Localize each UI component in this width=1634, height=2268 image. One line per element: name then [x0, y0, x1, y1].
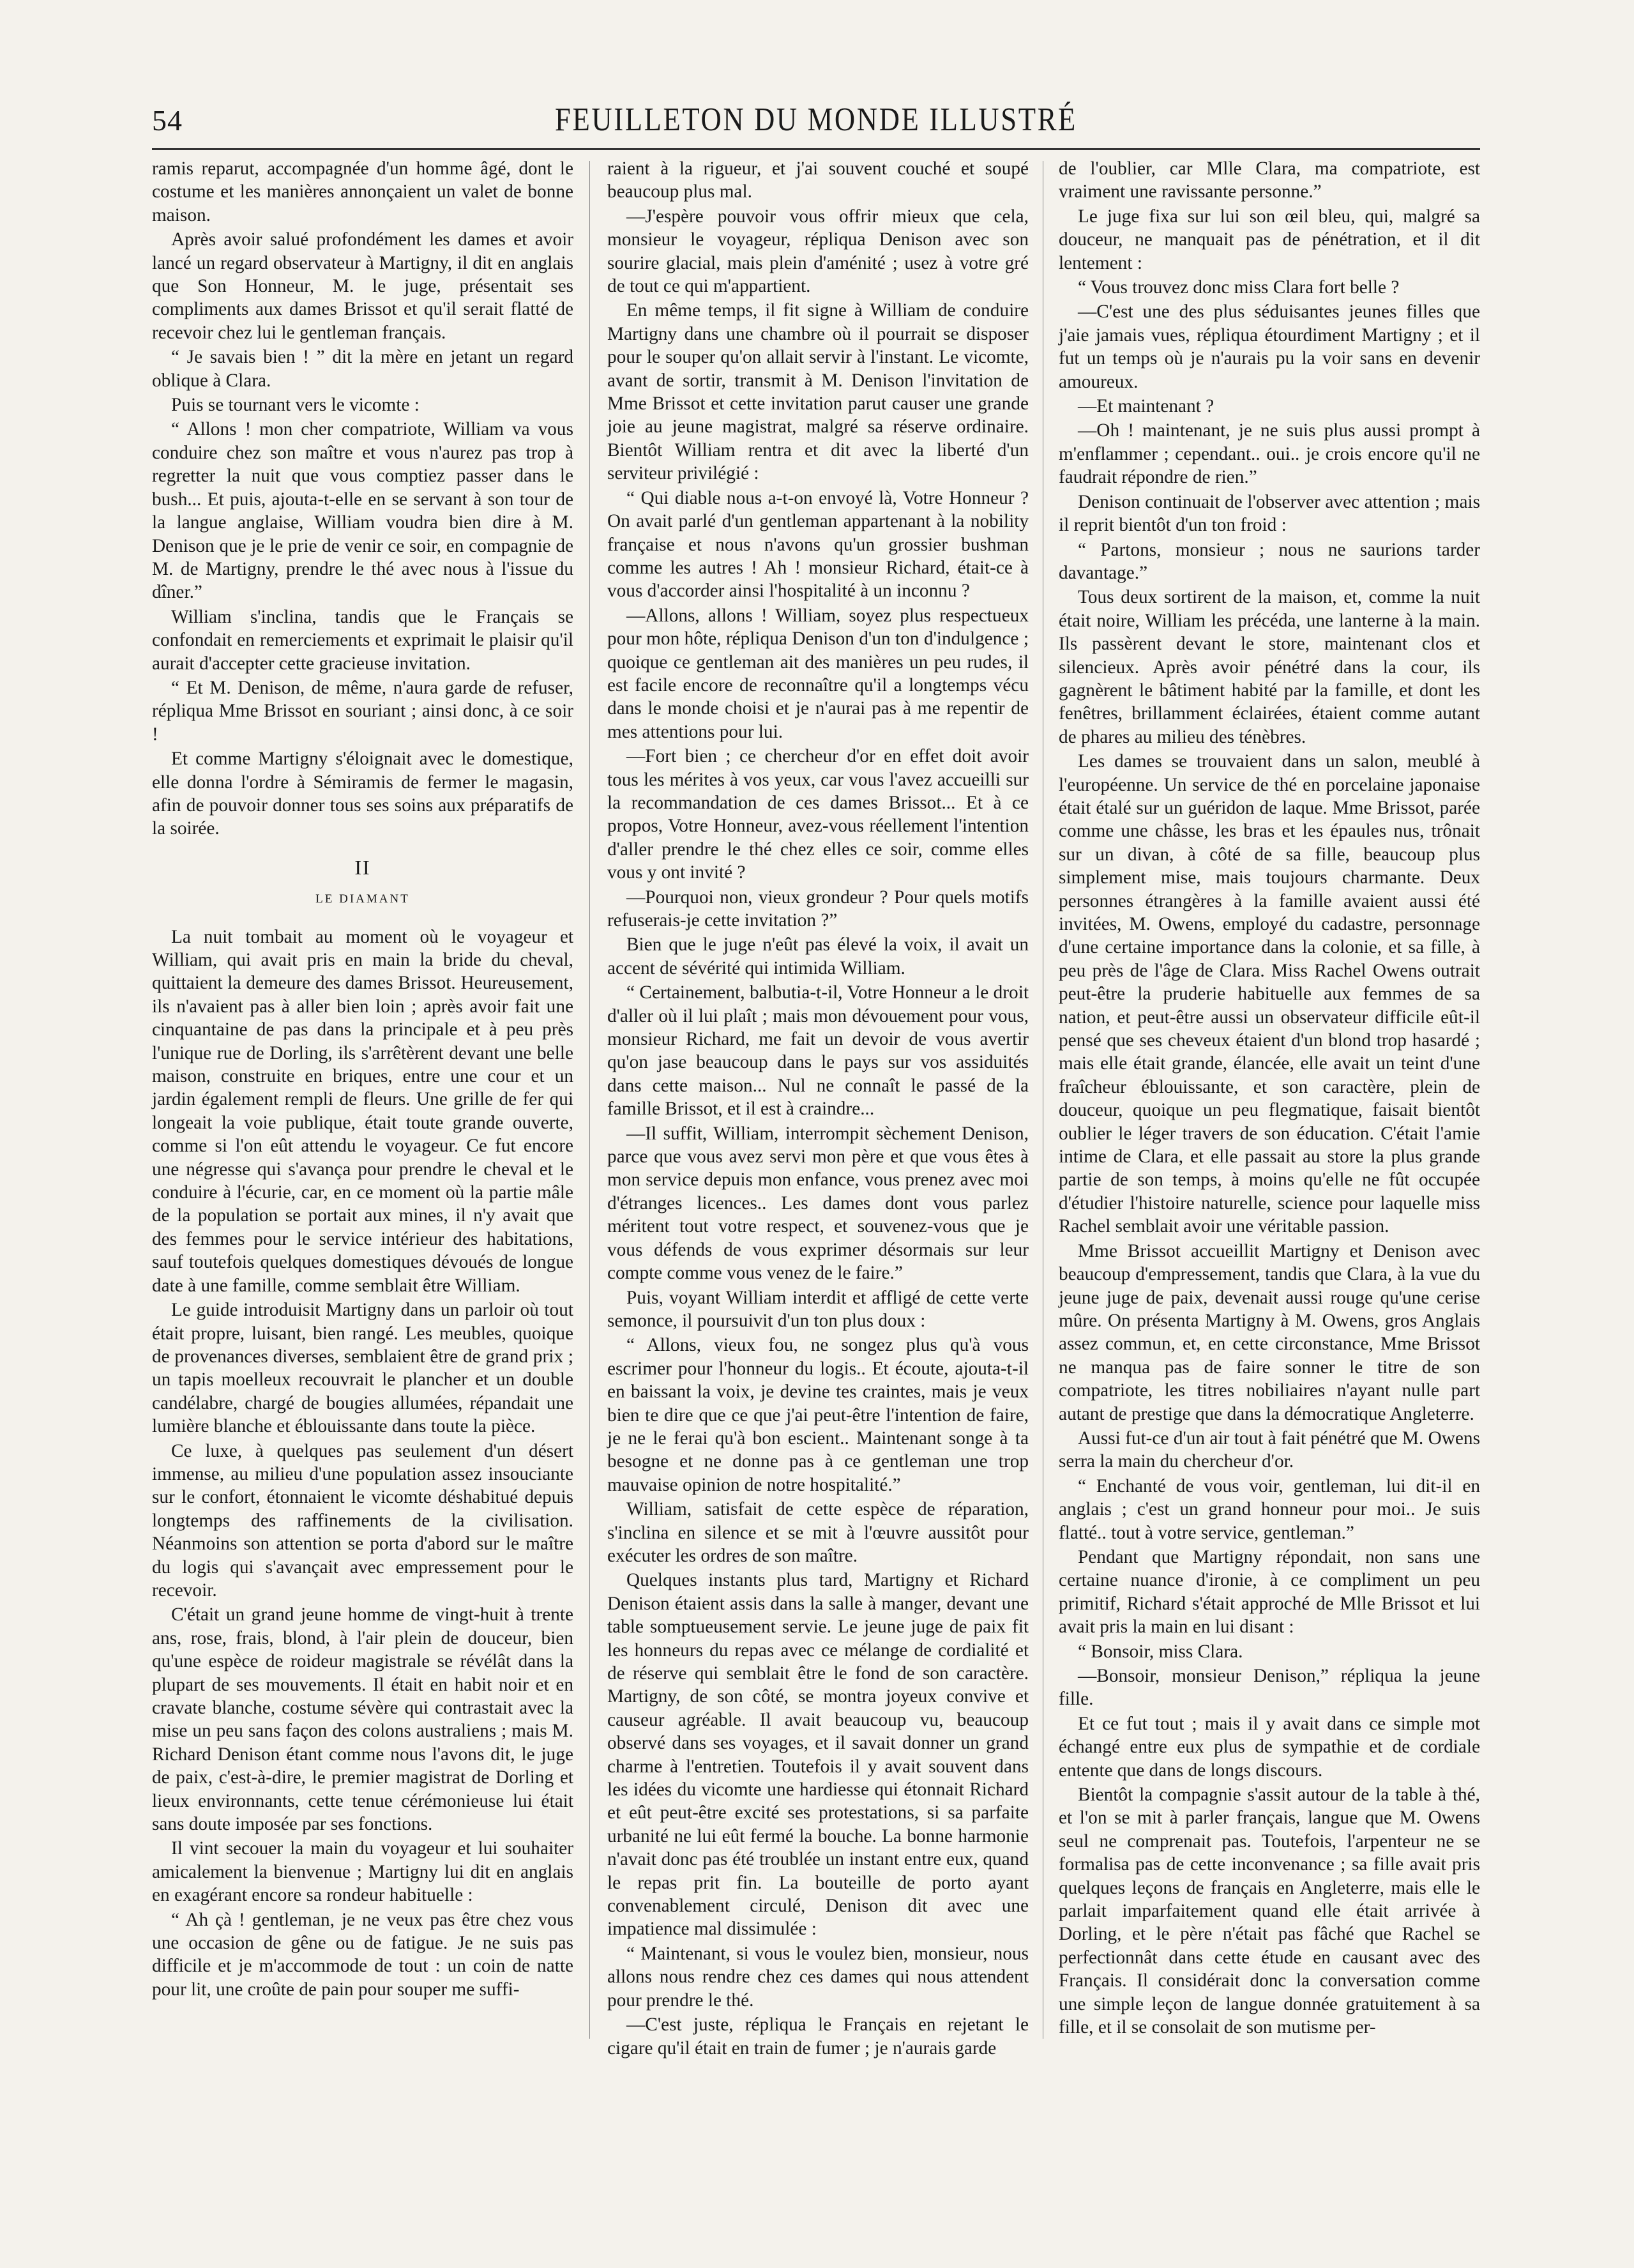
paragraph: Et ce fut tout ; mais il y avait dans ce simple mot échangé entre eux plus de sympathie et de cordiale entente que dans de longs discours. [1059, 1713, 1480, 1781]
paragraph: Le guide introduisit Martigny dans un parloir où tout était propre, luisant, bien rangé. Les meubles, quoique de provenances diverses, semblaient être de grand prix ; un tapis moelleux recouvrait le plancher et un double candélabre, chargé de bougies allumées, répandait une lumière blanche et éblouissante dans toute la pièce. [152, 1300, 573, 1437]
paragraph: —Oh ! maintenant, je ne suis plus aussi prompt à m'enflammer ; cependant.. oui.. je crois encore qu'il ne faudrait répondre de rien.” [1059, 420, 1480, 488]
paragraph: Aussi fut-ce d'un air tout à fait pénétré que M. Owens serra la main du chercheur d'or. [1059, 1427, 1480, 1472]
paragraph: Bientôt la compagnie s'assit autour de la table à thé, et l'on se mit à parler français, langue que M. Owens seul ne comprenait pas. Toutefois, l'arpenteur ne se formalisa pas de cette inconvenance ; sa fille avait pris quelques leçons de français en Angleterre, mais elle le parlait imparfaitement quand elle était arrivée à Dorling, et le père n'était pas fâché que Rachel se perfectionnât dans cette étude en causant avec des Français. Il considérait donc la conversation comme une simple leçon de langue donnée gratuitement à sa fille, et il se consolait de son mutisme per- [1059, 1785, 1480, 2038]
paragraph: de l'oublier, car Mlle Clara, ma compatriote, est vraiment une ravissante personne.” [1059, 158, 1480, 202]
paragraph: Mme Brissot accueillit Martigny et Denison avec beaucoup d'empressement, tandis que Clara, à la vue du jeune juge de paix, devenait aussi rouge qu'une cerise mûre. On présenta Martigny à M. Owens, gros Anglais assez commun, et, en cette circonstance, Mme Brissot ne manqua pas de faire sonner le titre de son compatriote, les titres nobiliaires n'ayant nulle part autant de prestige que dans la démocratique Angleterre. [1059, 1240, 1480, 1424]
paragraph: “ Maintenant, si vous le voulez bien, monsieur, nous allons nous rendre chez ces dames qui nous attendent pour prendre le thé. [607, 1943, 1029, 2011]
column-2 [607, 157, 1029, 2061]
paragraph: “ Partons, monsieur ; nous ne saurions tarder davantage.” [1059, 539, 1480, 583]
paragraph: “ Allons, vieux fou, ne songez plus qu'à vous escrimer pour l'honneur du logis.. Et écoute, ajouta-t-il en baissant la voix, je devine tes craintes, mais je veux bien te dire que ce que j'ai peut-être l'intention de faire, je ne le ferai qu'à bon escient.. Maintenant songe à ta besogne et ne donne pas à ce gentleman une trop mauvaise opinion de notre hospitalité.” [607, 1335, 1029, 1495]
paragraph: Ce luxe, à quelques pas seulement d'un désert immense, au milieu d'une population assez insouciante sur le confort, étonnaient le vicomte déshabitué depuis longtemps des raffinements de la civilisation. Néanmoins son attention se porta d'abord sur le maître du logis qui s'avançait avec empressement pour le recevoir. [152, 1440, 573, 1601]
paragraph: William, satisfait de cette espèce de réparation, s'inclina en silence et se mit à l'œuvre aussitôt pour exécuter les ordres de son maître. [607, 1499, 1029, 1566]
paragraph: —Fort bien ; ce chercheur d'or en effet doit avoir tous les mérites à vos yeux, car vous l'avez accueilli sur la recommandation de ces dames Brissot... Et à ce propos, Votre Honneur, avez-vous réellement l'intention d'aller prendre le thé chez elles ce soir, comme elles vous y ont invité ? [607, 746, 1029, 883]
paragraph: Et comme Martigny s'éloignait avec le domestique, elle donna l'ordre à Sémiramis de fermer le magasin, afin de pouvoir donner tous ses soins aux préparatifs de la soirée. [152, 749, 573, 839]
column-1 [152, 157, 573, 2002]
paragraph: —Pourquoi non, vieux grondeur ? Pour quels motifs refuserais-je cette invitation ?” [607, 887, 1029, 931]
paragraph: Tous deux sortirent de la maison, et, comme la nuit était noire, William les précéda, une lanterne à la main. Ils passèrent devant le store, maintenant clos et silencieux. Après avoir pénétré dans la cour, ils gagnèrent le bâtiment habité par la famille, et dont les fenêtres, brillamment éclairées, étaient comme autant de phares au milieu des ténèbres. [1059, 587, 1480, 747]
page-header [152, 101, 1480, 146]
paragraph: —C'est une des plus séduisantes jeunes filles que j'aie jamais vues, répliqua étourdiment Martigny ; et il fut un temps où je n'aurais pu la voir sans en devenir amoureux. [1059, 301, 1480, 392]
paragraph: “ Bonsoir, miss Clara. [1078, 1641, 1243, 1662]
paragraph: La nuit tombait au moment où le voyageur et William, qui avait pris en main la bride du cheval, quittaient la demeure des dames Brissot. Heureusement, ils n'avaient pas à aller bien loin ; après avoir fait une cinquantaine de pas dans la principale et à peu près l'unique rue de Dorling, ils s'arrêtèrent devant une belle maison, construite en briques, entre une cour et un jardin également rempli de fleurs. Une grille de fer qui longeait la voie publique, était toute grande ouverte, comme si l'on eût attendu le voyageur. Ce fut encore une négresse qui s'avança pour prendre le cheval et le conduire à l'écurie, car, en ce moment où la partie mâle de la population se portait aux mines, il n'y avait que des femmes pour le service intérieur des habitations, sauf toutefois quelques domestiques dévoués de longue date à une famille, comme semblait être William. [152, 926, 573, 1296]
paragraph: “ Ah çà ! gentleman, je ne veux pas être chez vous une occasion de gêne ou de fatigue. Je ne suis pas difficile et je m'accommode de tout : un coin de natte pour lit, une croûte de pain pour souper me suffi- [152, 1909, 573, 2000]
paragraph: “ Vous trouvez donc miss Clara fort belle ? [1078, 277, 1400, 298]
chapter-title: LE DIAMANT [315, 892, 410, 906]
paragraph: —Et maintenant ? [1078, 396, 1214, 417]
paragraph: —C'est juste, répliqua le Français en rejetant le cigare qu'il était en train de fumer ; je n'aurais garde [607, 2014, 1029, 2059]
page-number: 54 [152, 104, 183, 137]
running-title: FEUILLETON DU MONDE ILLUSTRÉ [555, 102, 1077, 138]
chapter-number: II [354, 855, 371, 879]
paragraph: C'était un grand jeune homme de vingt-huit à trente ans, rose, frais, blond, à l'air plein de douceur, bien qu'une espèce de roideur magistrale se révélât dans la plupart de ses mouvements. Il était en habit noir et en cravate blanche, costume sévère qui contrastait avec la mise un peu sans façon des colons australiens ; mais M. Richard Denison étant comme nous l'avons dit, le juge de paix, c'est-à-dire, le premier magistrat de Dorling et lieux environnants, cette tenue cérémonieuse lui était sans doute imposée par ses fonctions. [152, 1604, 573, 1835]
paragraph: Bien que le juge n'eût pas élevé la voix, il avait un accent de sévérité qui intimida William. [607, 934, 1029, 978]
header-rule [152, 148, 1480, 150]
paragraph: —J'espère pouvoir vous offrir mieux que cela, monsieur le voyageur, répliqua Denison avec son sourire glacial, mais plein d'aménité ; usez à votre gré de tout ce qui m'appartient. [607, 206, 1029, 297]
paragraph: —Il suffit, William, interrompit sèchement Denison, parce que vous avez servi mon père et que vous êtes à mon service depuis mon enfance, vous prenez avec moi d'étranges licences.. Les dames dont vous parlez méritent tout votre respect, et souvenez-vous que je vous défends de vous exprimer désormais sur leur compte comme vous venez de le faire.” [607, 1123, 1029, 1284]
paragraph: Puis, voyant William interdit et affligé de cette verte semonce, il poursuivit d'un ton plus doux : [607, 1287, 1029, 1331]
paragraph: Pendant que Martigny répondait, non sans une certaine nuance d'ironie, à ce compliment un peu primitif, Richard s'était approché de Mlle Brissot et lui avait pris la main en lui disant : [1059, 1546, 1480, 1638]
paragraph: “ Qui diable nous a-t-on envoyé là, Votre Honneur ? On avait parlé d'un gentleman appartenant à la nobility française et nous n'avons qu'un grossier bushman comme les autres ! Ah ! monsieur Richard, était-ce à vous d'accorder ainsi l'hospitalité à un inconnu ? [607, 487, 1029, 602]
paragraph: “ Certainement, balbutia-t-il, Votre Honneur a le droit d'aller où il lui plaît ; mais mon dévouement pour vous, monsieur Richard, me fait un devoir de vous avertir qu'on jase beaucoup dans le pays sur vos assiduités dans cette maison... Nul ne connaît le passé de la famille Brissot, et il est à craindre... [607, 982, 1029, 1120]
paragraph: Il vint secouer la main du voyageur et lui souhaiter amicalement la bienvenue ; Martigny lui dit en anglais en exagérant encore sa rondeur habituelle : [152, 1838, 573, 1906]
paragraph: “ Enchanté de vous voir, gentleman, lui dit-il en anglais ; c'est un grand honneur pour moi.. Je suis flatté.. tout à votre service, gentleman.” [1059, 1475, 1480, 1543]
paragraph: “ Allons ! mon cher compatriote, William va vous conduire chez son maître et vous n'aurez pas trop à regretter la nuit que vous comptiez passer dans le bush... Et puis, ajouta-t-elle en se servant à son tour de la langue anglaise, William voudra bien dire à M. Denison que je le prie de venir ce soir, en compagnie de M. de Martigny, prendre le thé avec nous à l'issue du dîner.” [152, 419, 573, 603]
column-divider [589, 161, 590, 2039]
text-columns [152, 157, 1480, 2086]
paragraph: Denison continuait de l'observer avec attention ; mais il reprit bientôt d'un ton froid : [1059, 491, 1480, 536]
paragraph: raient à la rigueur, et j'ai souvent couché et soupé beaucoup plus mal. [607, 158, 1029, 202]
paragraph: Après avoir salué profondément les dames et avoir lancé un regard observateur à Martigny, il dit en anglais que Son Honneur, M. le juge, présentait ses compliments aux dames Brissot et qu'il serait flatté de recevoir chez lui le gentleman français. [152, 229, 573, 343]
column-3 [1059, 157, 1480, 2041]
paragraph: ramis reparut, accompagnée d'un homme âgé, dont le costume et les manières annonçaient un valet de bonne maison. [152, 158, 573, 225]
paragraph: Puis se tournant vers le vicomte : [171, 395, 420, 416]
paragraph: —Allons, allons ! William, soyez plus respectueux pour mon hôte, répliqua Denison d'un ton d'indulgence ; quoique ce gentleman ait des manières un peu rudes, il est facile encore de reconnaître qu'il a longtemps vécu dans le monde choisi et je n'aurai pas à me repentir de mes attentions pour lui. [607, 605, 1029, 742]
paragraph: Le juge fixa sur lui son œil bleu, qui, malgré sa douceur, ne manquait pas de pénétration, et il dit lentement : [1059, 206, 1480, 273]
paragraph: “ Et M. Denison, de même, n'aura garde de refuser, répliqua Mme Brissot en souriant ; ainsi donc, à ce soir ! [152, 677, 573, 745]
paragraph: Les dames se trouvaient dans un salon, meublé à l'européenne. Un service de thé en porcelaine japonaise était étalé sur un guéridon de laque. Mme Brissot, parée comme une châsse, les bras et les épaules nus, trônait sur un divan, à côté de sa fille, beaucoup plus simplement mise, mais toujours charmante. Deux personnes étrangères à la famille avaient aussi été invitées, M. Owens, employé du cadastre, personnage d'une certaine importance dans la colonie, et sa fille, à peu près de l'âge de Clara. Miss Rachel Owens outrait peut-être la pruderie habituelle aux femmes de sa nation, et peut-être aussi un observateur difficile eût-il pensé que ses cheveux étaient d'un blond trop hasardé ; mais elle était grande, élancée, elle avait un teint d'une fraîcheur éblouissante, et son caractère, plein de douceur, quoique un peu flegmatique, faisait bientôt oublier le léger travers de son éducation. C'était l'amie intime de Clara, et elle passait au store la plus grande partie de son temps, à moins qu'elle ne fût occupée d'étudier l'histoire naturelle, science pour laquelle miss Rachel semblait avoir une véritable passion. [1059, 751, 1480, 1237]
paragraph: —Bonsoir, monsieur Denison,” répliqua la jeune fille. [1059, 1666, 1480, 1710]
paragraph: En même temps, il fit signe à William de conduire Martigny dans une chambre où il pourrait se disposer pour le souper qu'on allait servir à l'instant. Le vicomte, avant de sortir, transmit à M. Denison l'invitation de Mme Brissot et cette invitation parut causer une grande joie au jeune magistrat, malgré sa réserve ordinaire. Bientôt William rentra et dit avec la liberté d'un serviteur privilégié : [607, 300, 1029, 484]
paragraph: William s'inclina, tandis que le Français se confondait en remerciements et exprimait le plaisir qu'il aurait d'accepter cette gracieuse invitation. [152, 606, 573, 674]
paragraph: “ Je savais bien ! ” dit la mère en jetant un regard oblique à Clara. [152, 347, 573, 391]
paragraph: Quelques instants plus tard, Martigny et Richard Denison étaient assis dans la salle à manger, devant une table somptueusement servie. Le jeune juge de paix fit les honneurs du repas avec ce mélange de cordialité et de réserve qui semblait être le fond de son caractère. Martigny, de son côté, se montra joyeux convive et causeur agréable. Il avait beaucoup vu, beaucoup observé dans ses voyages, et il savait donner un grand charme à l'entretien. Toutefois il y avait souvent dans les idées du vicomte une hardiesse qui étonnait Richard et eût peut-être excité ses protestations, si sa parfaite urbanité ne lui eût fermé la bouche. La bonne harmonie n'avait donc pas été troublée un instant entre eux, quand le repas prit fin. La bouteille de porto ayant convenablement circulé, Denison dit avec une impatience mal dissimulée : [607, 1570, 1029, 1940]
